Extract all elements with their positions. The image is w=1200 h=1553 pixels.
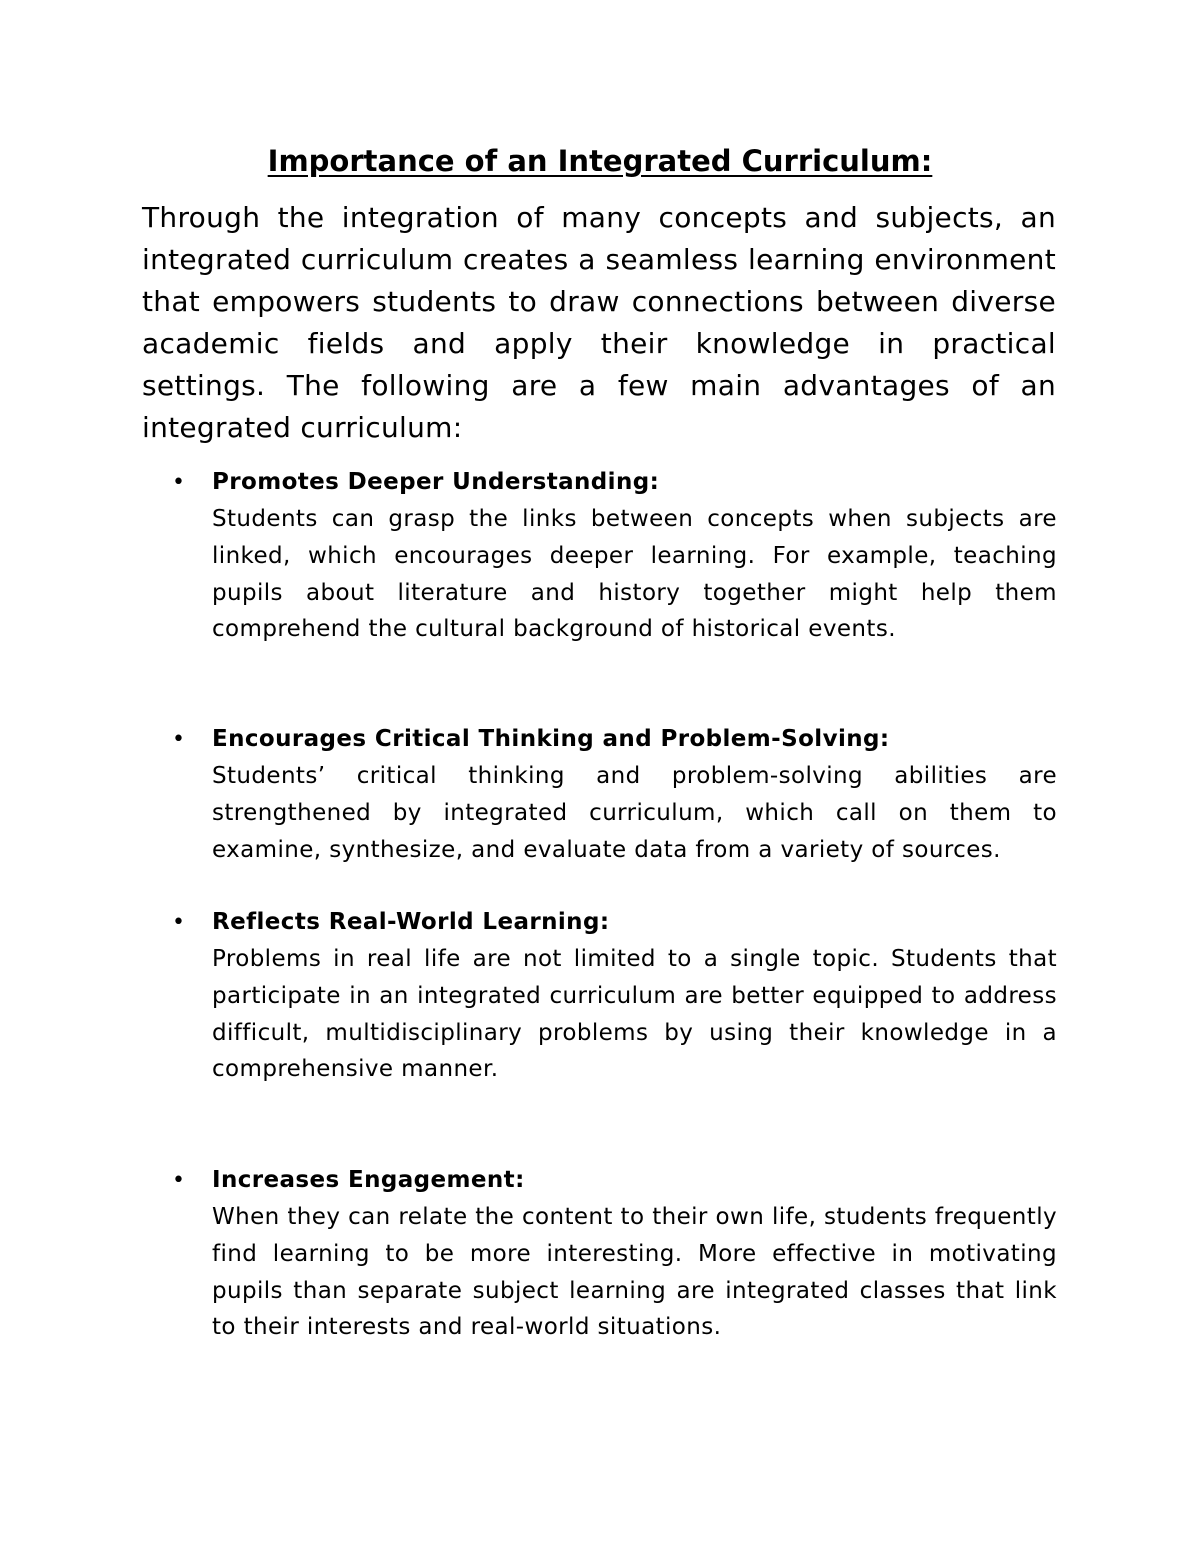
intro-paragraph: Through the integration of many concepts and subjects, an integrated curriculum creates a seamless learning environment that empowers students to draw connections between diverse academic fields and apply their knowledge in practical settings. The following are a few main advantages of an integrated curriculum: [142, 201, 1056, 444]
bullet-icon: • [172, 470, 185, 495]
benefit-heading: Reflects Real-World Learning: [212, 909, 610, 935]
benefit-item-engagement [172, 1162, 1057, 1346]
benefit-item-deeper-understanding [172, 464, 1057, 648]
benefit-description: Students’ critical thinking and problem-solving abilities are strengthened by integrated curriculum, which call on them to examine, synthesize, and evaluate data from a variety of sources. [212, 763, 1057, 863]
benefit-description: Problems in real life are not limited to a single topic. Students that participate in an integrated curriculum are better equipped to address difficult, multidisciplinary problems by using their knowledge in a comprehensive manner. [212, 946, 1057, 1083]
document-title: Importance of an Integrated Curriculum: [267, 144, 933, 178]
benefit-description: Students can grasp the links between concepts when subjects are linked, which encourages deeper learning. For example, teaching pupils about literature and history together might help them comprehend the cultural background of historical events. [212, 506, 1057, 643]
benefit-heading: Encourages Critical Thinking and Problem-Solving: [212, 726, 890, 752]
benefit-heading: Promotes Deeper Understanding: [212, 469, 660, 495]
bullet-icon: • [172, 910, 185, 935]
bullet-icon: • [172, 727, 185, 752]
benefit-item-critical-thinking [172, 721, 1057, 868]
benefit-description: When they can relate the content to their own life, students frequently find learning to be more interesting. More effective in motivating pupils than separate subject learning are integrated classes that link to their interests and real-world situations. [212, 1204, 1057, 1341]
bullet-icon: • [172, 1168, 185, 1193]
benefit-item-real-world-learning [172, 904, 1057, 1088]
benefit-heading: Increases Engagement: [212, 1167, 525, 1193]
